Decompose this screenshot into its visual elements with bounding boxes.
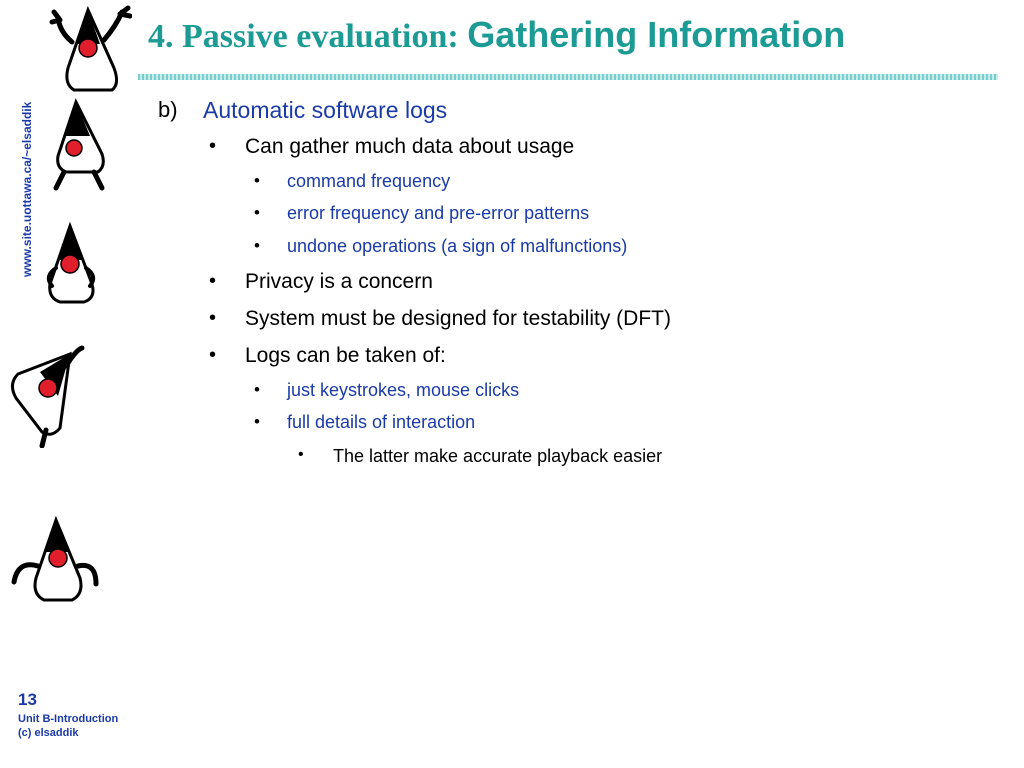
bullet-icon: • — [209, 344, 217, 366]
duke-mascot-icon — [6, 344, 86, 448]
outline-text: The latter make accurate playback easier — [333, 446, 663, 466]
bullet-icon: • — [254, 412, 260, 431]
outline-text: System must be designed for testability (DFT) — [245, 307, 671, 330]
outline-text: Automatic software logs — [203, 97, 448, 123]
bullet-icon: • — [209, 135, 217, 157]
outline-text: full details of interaction — [287, 412, 476, 432]
footer-unit: Unit B-Introduction — [18, 713, 119, 725]
outline-text: error frequency and pre-error patterns — [287, 203, 590, 223]
bullet-icon: • — [254, 380, 260, 399]
outline-text: just keystrokes, mouse clicks — [287, 380, 520, 400]
bullet-icon: • — [209, 307, 217, 329]
bullet-icon: • — [254, 171, 260, 190]
duke-mascot-icon — [8, 516, 100, 606]
outline-marker: b) — [158, 97, 178, 122]
duke-mascot-icon — [40, 222, 102, 308]
outline-text: undone operations (a sign of malfunctions) — [287, 236, 628, 256]
slide-title-prefix: 4. Passive evaluation: — [148, 18, 468, 55]
outline-text: command frequency — [287, 171, 451, 191]
duke-mascot-icon — [50, 96, 110, 192]
title-divider — [138, 74, 998, 80]
outline-text: Privacy is a concern — [245, 270, 433, 293]
footer-copyright: (c) elsaddik — [18, 727, 79, 739]
duke-mascot-icon — [48, 4, 132, 96]
outline-text: Logs can be taken of: — [245, 344, 446, 367]
bullet-icon: • — [254, 203, 260, 222]
bullet-icon: • — [298, 446, 304, 463]
bullet-icon: • — [254, 236, 260, 255]
sidebar-url: www.site.uottawa.ca/~elsaddik — [20, 101, 34, 277]
bullet-icon: • — [209, 270, 217, 292]
slide-title-main: Gathering Information — [467, 14, 846, 55]
slide-number: 13 — [18, 690, 37, 709]
slide-title — [148, 14, 845, 56]
outline-text: Can gather much data about usage — [245, 135, 575, 158]
